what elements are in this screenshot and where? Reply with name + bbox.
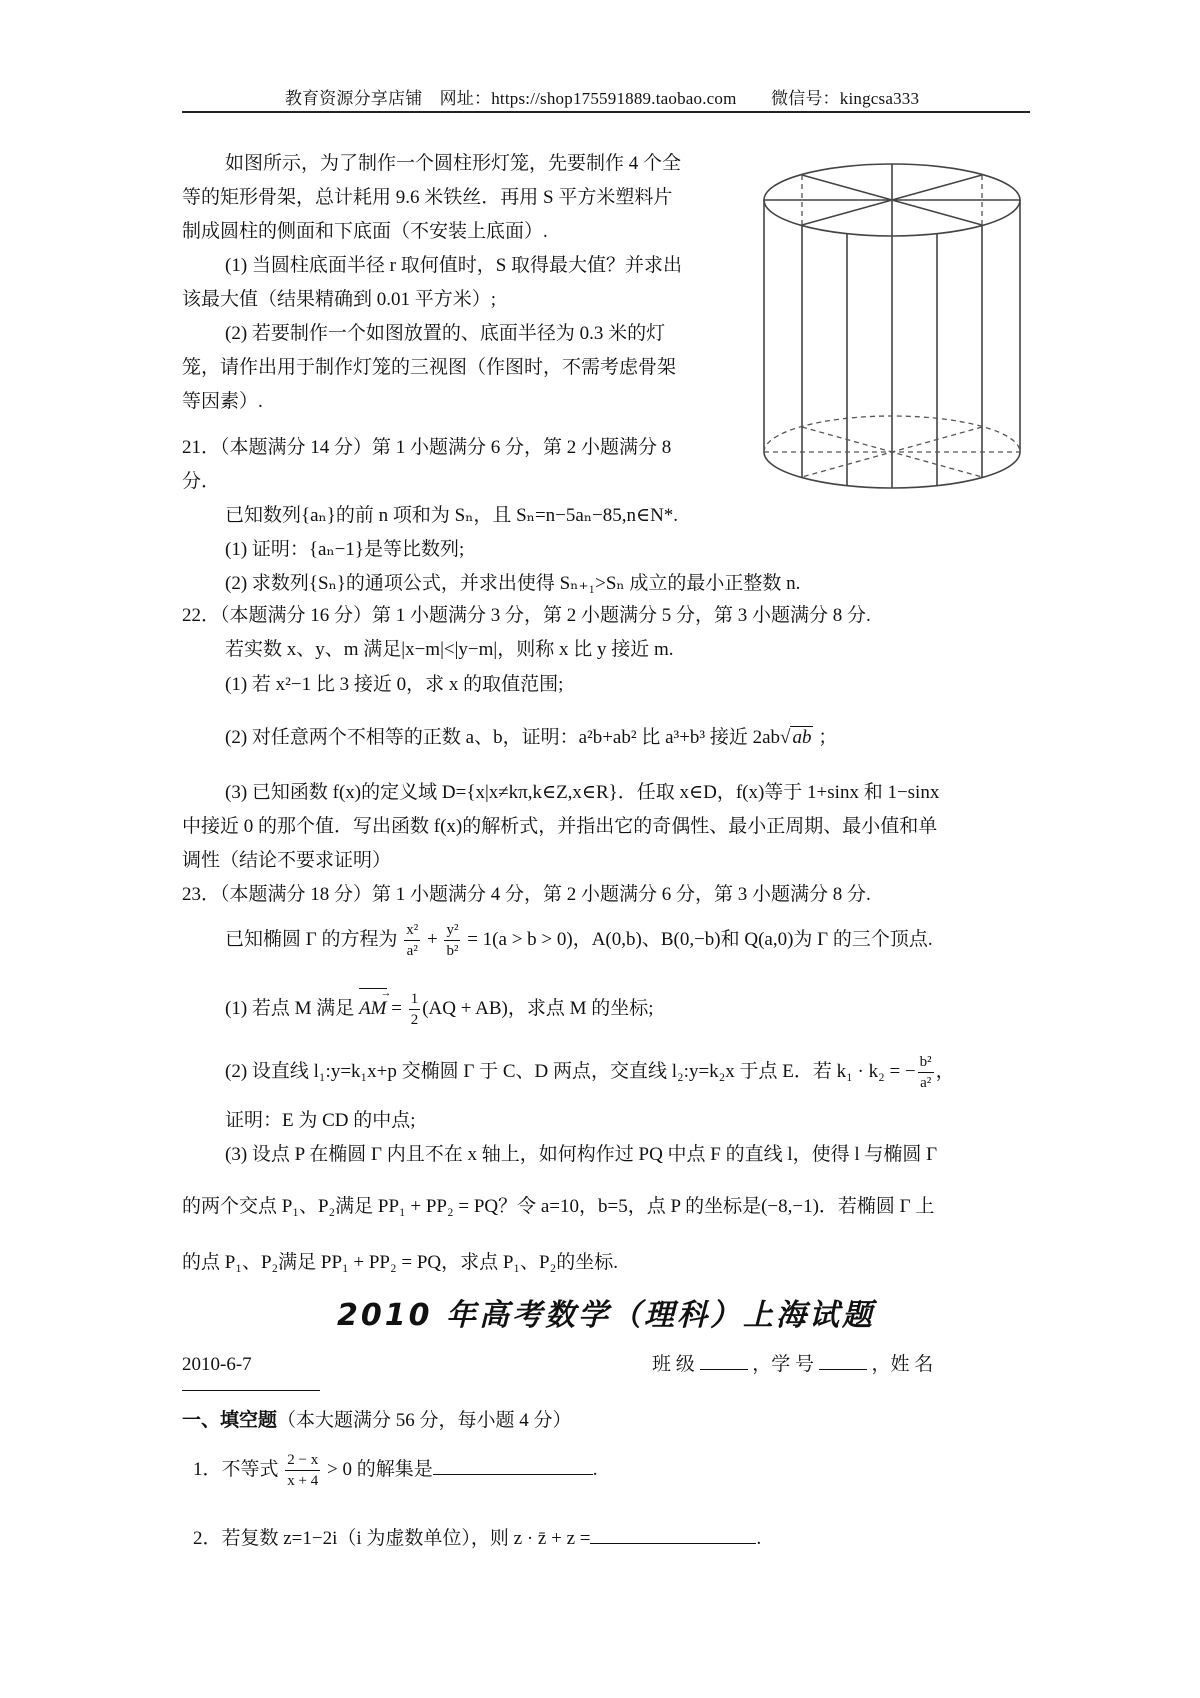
id-label: ，学 号 bbox=[752, 1354, 815, 1375]
q20-line2: 等的矩形骨架，总计耗用 9.6 米铁丝．再用 S 平方米塑料片 bbox=[182, 187, 673, 208]
section1-heading bbox=[182, 1404, 572, 1438]
q23-part3-c: 的点 P₁、P₂满足 PP₁ + PP₂ = PQ，求点 P₁、P₂的坐标. bbox=[182, 1252, 618, 1273]
q20-part2-a: (2) 若要制作一个如图放置的、底面半径为 0.3 米的灯 bbox=[225, 323, 666, 344]
q23-eq: = bbox=[391, 998, 402, 1019]
q23-stem-text: 已知椭圆 Γ 的方程为 bbox=[225, 928, 398, 950]
q1-end: . bbox=[592, 1458, 598, 1480]
id-blank[interactable] bbox=[819, 1351, 867, 1370]
q22-part3-a: (3) 已知函数 f(x)的定义域 D={x|x≠kπ,k∈Z,x∈R}．任取 x∈D，f(x)等于 1+sinx 和 1−sinx bbox=[225, 782, 940, 803]
q2-answer-blank[interactable] bbox=[590, 1525, 756, 1544]
q23-half: $\frac{1}{2}$ bbox=[410, 991, 419, 1029]
q1-text: 1．不等式 bbox=[193, 1458, 279, 1480]
exam-title: 2010 年高考数学（理科）上海试题 bbox=[337, 1298, 875, 1333]
q22-part3-b: 中接近 0 的那个值．写出函数 f(x)的解析式，并指出它的奇偶性、最小正周期、最小值和单 bbox=[182, 816, 938, 837]
q22-stem: 若实数 x、y、m 满足|x−m|<|y−m|，则称 x 比 y 接近 m. bbox=[225, 639, 674, 660]
q23-part2-text: (2) 设直线 l₁:y=k₁x+p 交椭圆 Γ 于 C、D 两点，交直线 l₂:y=k₂x 于点 E．若 k₁ · k₂ = − bbox=[225, 1060, 916, 1082]
q23-vector-am: AM → bbox=[359, 988, 386, 1026]
q1-fraction: $\frac{2 - x}{x + 4}$ bbox=[287, 1452, 319, 1489]
q23-frac-x: $\frac{\text{x²}}{\text{a²}}$ bbox=[406, 922, 419, 959]
q21-part2: (2) 求数列{Sₙ}的通项公式，并求出使得 Sₙ₊₁>Sₙ 成立的最小正整数 n. bbox=[225, 573, 801, 594]
lantern-cylinder-figure bbox=[752, 160, 1032, 500]
q20-part2-b: 笼，请作出用于制作灯笼的三视图（作图时，不需考虑骨架 bbox=[182, 357, 677, 378]
exam-date: 2010-6-7 bbox=[182, 1354, 252, 1375]
q23-stem bbox=[225, 920, 933, 961]
q22-part2-text: (2) 对任意两个不相等的正数 a、b，证明：a²b+ab² 比 a³+b³ 接近 2ab bbox=[225, 727, 781, 748]
q23-part2-frac: $\frac{\text{b²}}{\text{a²}}$ bbox=[919, 1054, 932, 1091]
q20-part2-c: 等因素）. bbox=[182, 391, 263, 412]
fill-question-1 bbox=[193, 1450, 597, 1491]
q23-part2-end: ， bbox=[935, 1060, 955, 1082]
exam-student-info bbox=[652, 1348, 933, 1382]
q22-part2-root: √ ab bbox=[780, 727, 812, 748]
q20-part1-a: (1) 当圆柱底面半径 r 取何值时，S 取得最大值？并求出 bbox=[225, 255, 683, 276]
section1-title: 一、填空题 bbox=[182, 1410, 278, 1431]
q23-part1-tail: (AQ + AB)，求点 M 的坐标; bbox=[422, 998, 654, 1019]
q21-stem: 已知数列{aₙ}的前 n 项和为 Sₙ，且 Sₙ=n−5aₙ−85,n∈N*. bbox=[225, 505, 679, 526]
q2-end: . bbox=[756, 1528, 762, 1549]
page-header: 教育资源分享店铺 网址：https://shop175591889.taobao.com 微信号：kingcsa333 bbox=[284, 89, 920, 108]
q23-plus: + bbox=[427, 928, 438, 950]
q21-heading-1: 21．（本题满分 14 分）第 1 小题满分 6 分，第 2 小题满分 8 bbox=[182, 437, 672, 458]
q22-heading: 22．（本题满分 16 分）第 1 小题满分 3 分，第 2 小题满分 5 分，第 3 小题满分 8 分. bbox=[182, 605, 871, 626]
q2-text: 2．若复数 z=1−2i（i 为虚数单位），则 z · z̄ + z = bbox=[193, 1528, 591, 1549]
q23-part3-a: (3) 设点 P 在椭圆 Γ 内且不在 x 轴上，如何构作过 PQ 中点 F 的直线 l，使得 l 与椭圆 Γ bbox=[225, 1144, 938, 1165]
q21-heading-2: 分． bbox=[182, 471, 221, 492]
name-blank[interactable] bbox=[182, 1390, 320, 1391]
q1-answer-blank[interactable] bbox=[433, 1456, 593, 1475]
name-label: ，姓 名 bbox=[871, 1354, 934, 1375]
q23-part2 bbox=[225, 1052, 955, 1093]
q1-tail: > 0 的解集是 bbox=[326, 1458, 433, 1480]
section1-note: （本大题满分 56 分，每小题 4 分） bbox=[277, 1410, 572, 1431]
q22-part2 bbox=[225, 721, 837, 755]
q23-part1-text: (1) 若点 M 满足 bbox=[225, 998, 355, 1019]
q23-heading: 23．（本题满分 18 分）第 1 小题满分 4 分，第 2 小题满分 6 分，第 3 小题满分 8 分. bbox=[182, 884, 871, 905]
q23-stem-tail: = 1(a > b > 0)，A(0,b)、B(0,−b)和 Q(a,0)为 Γ 的三个顶点. bbox=[467, 928, 933, 950]
q20-line3: 制成圆柱的侧面和下底面（不安装上底面）. bbox=[182, 221, 548, 242]
q22-part3-c: 调性（结论不要求证明） bbox=[182, 850, 392, 871]
class-label: 班 级 bbox=[652, 1354, 695, 1375]
class-blank[interactable] bbox=[700, 1351, 748, 1370]
fill-question-2 bbox=[193, 1522, 761, 1556]
q20-line1: 如图所示，为了制作一个圆柱形灯笼，先要制作 4 个全 bbox=[225, 153, 682, 174]
q23-part1 bbox=[225, 988, 654, 1030]
q21-part1: (1) 证明：{aₙ−1}是等比数列; bbox=[225, 539, 465, 560]
q22-part1: (1) 若 x²−1 比 3 接近 0，求 x 的取值范围; bbox=[225, 674, 564, 695]
q23-part3-b: 的两个交点 P₁、P₂满足 PP₁ + PP₂ = PQ？令 a=10，b=5，点 P 的坐标是(−8,−1)．若椭圆 Γ 上 bbox=[182, 1196, 935, 1217]
q23-frac-y: $\frac{\text{y²}}{\text{b²}}$ bbox=[446, 922, 459, 959]
q22-part2-end: ； bbox=[818, 727, 838, 748]
q23-part2-c: 证明：E 为 CD 的中点; bbox=[225, 1110, 416, 1131]
q20-part1-b: 该最大值（结果精确到 0.01 平方米）; bbox=[182, 289, 497, 310]
header-rule bbox=[182, 111, 1030, 113]
